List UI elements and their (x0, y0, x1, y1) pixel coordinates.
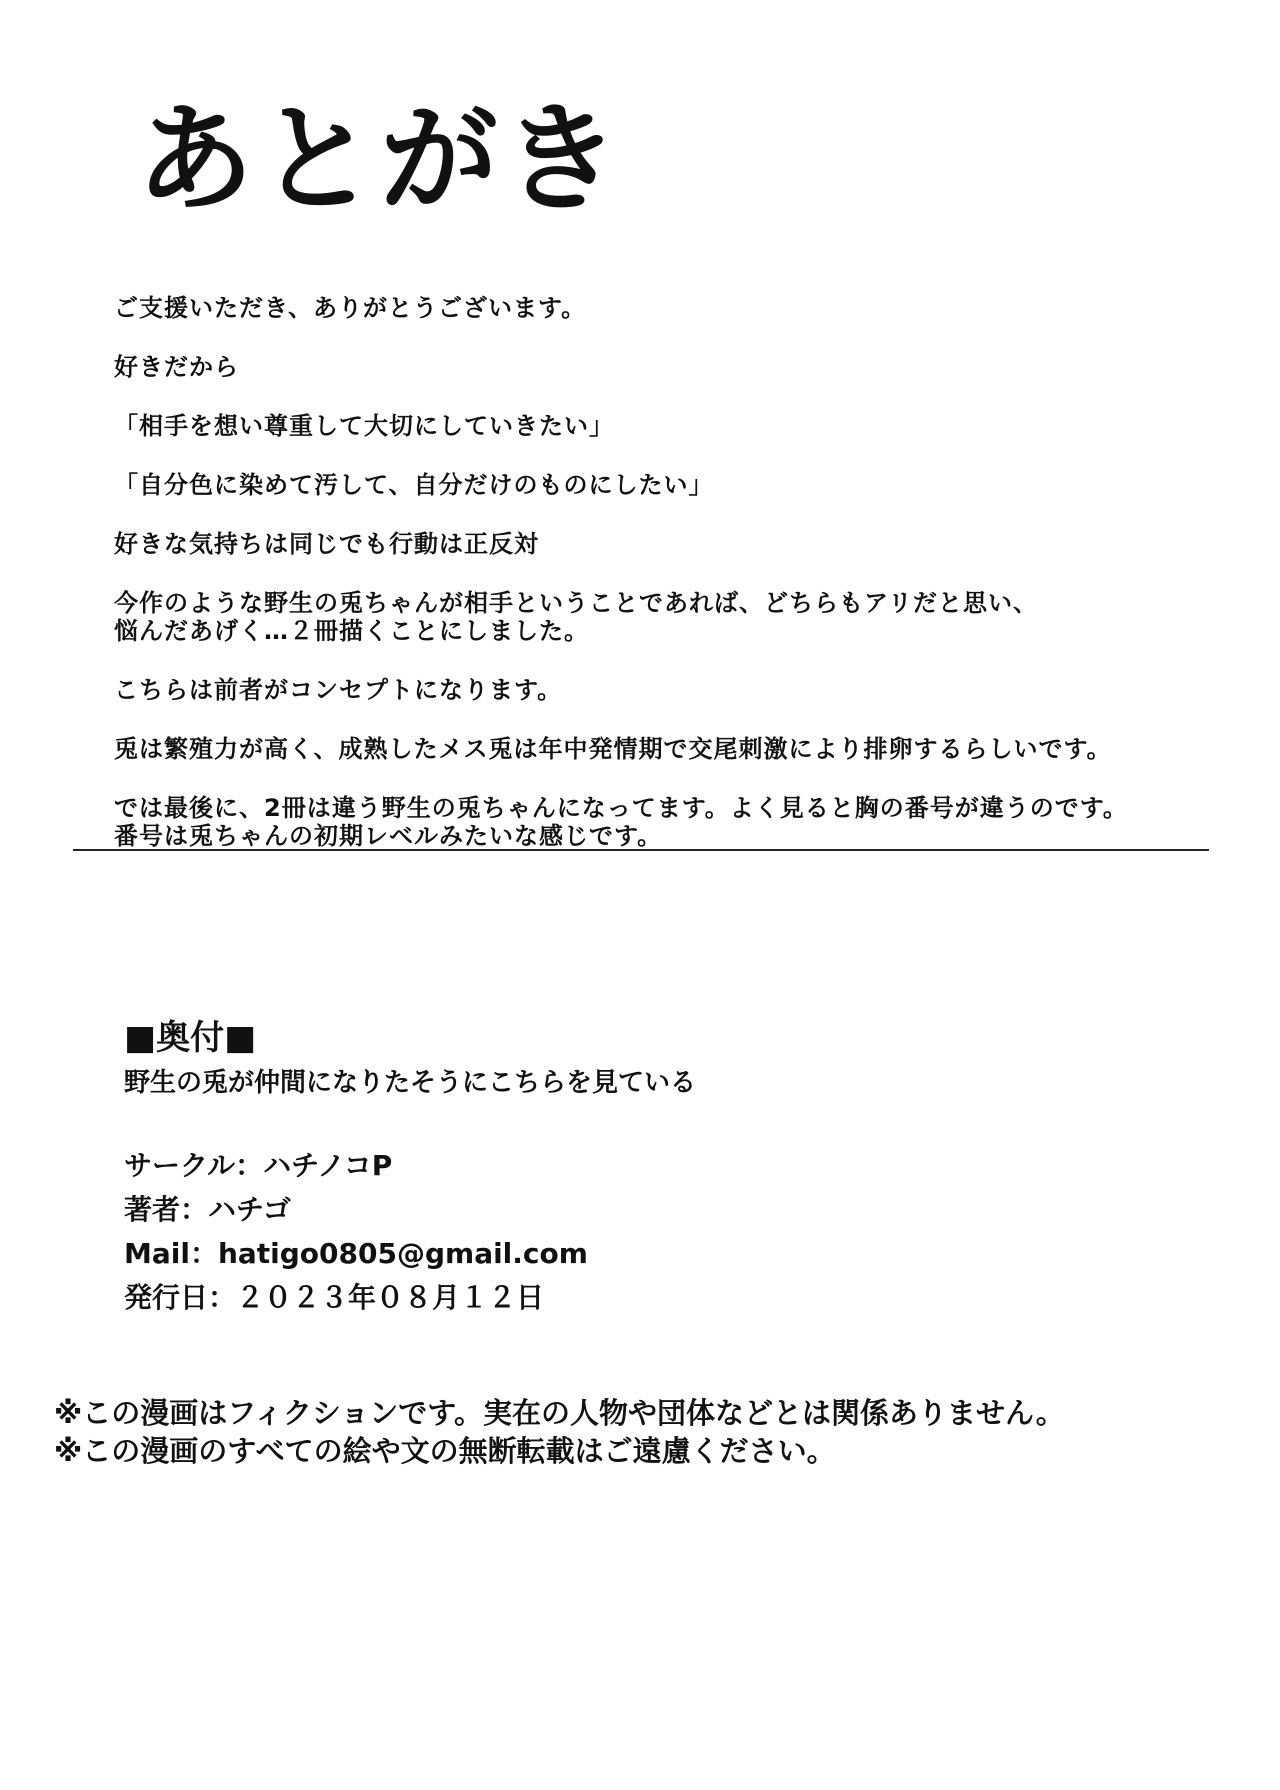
mail-credit: Mail：hatigo0805@gmail.com (124, 1237, 588, 1270)
afterword-paragraph (114, 412, 1234, 440)
afterword-line: ご支援いただき、ありがとうございます。 (114, 294, 587, 322)
afterword-paragraph (114, 735, 1234, 763)
author-credit: 著者：ハチゴ (124, 1193, 291, 1226)
afterword-line: 番号は兎ちゃんの初期レベルみたいな感じです。 (114, 822, 663, 850)
afterword-paragraph (114, 676, 1234, 704)
afterword-line: 兎は繁殖力が高く、成熟したメス兎は年中発情期で交尾刺激により排卵するらしいです。 (114, 735, 1112, 763)
afterword-paragraph (114, 530, 1234, 558)
afterword-line: 「自分色に染めて汚して、自分だけのものにしたい」 (114, 471, 714, 499)
afterword-line: 好きな気持ちは同じでも行動は正反対 (114, 530, 539, 558)
afterword-paragraph (114, 589, 1234, 645)
afterword-line: 今作のような野生の兎ちゃんが相手ということであれば、どちらもアリだと思い、 (114, 589, 1039, 617)
colophon-heading: ■奥付■ (124, 1018, 257, 1058)
disclaimer-notes (54, 1394, 1264, 1470)
afterword-body (114, 294, 1234, 881)
page-title: あとがき (136, 90, 625, 228)
section-divider (73, 849, 1209, 851)
afterword-line: 「相手を想い尊重して大切にしていきたい」 (114, 412, 614, 440)
publish-date: 発行日：２０２３年０８月１２日 (124, 1281, 545, 1314)
afterword-line: では最後に、2冊は違う野生の兎ちゃんになってます。よく見ると胸の番号が違うのです。 (114, 794, 1128, 822)
afterword-line: 好きだから (114, 353, 239, 381)
afterword-paragraph (114, 471, 1234, 499)
afterword-paragraph (114, 794, 1234, 850)
colophon-credits (124, 1144, 1124, 1320)
fiction-disclaimer: ※この漫画はフィクションです。実在の人物や団体などとは関係ありません。 (54, 1396, 1065, 1430)
circle-credit: サークル：ハチノコP (124, 1149, 393, 1182)
afterword-paragraph (114, 353, 1234, 381)
colophon (124, 1016, 1124, 1320)
afterword-line: こちらは前者がコンセプトになります。 (114, 676, 563, 704)
reprint-disclaimer: ※この漫画のすべての絵や文の無断転載はご遠慮ください。 (54, 1434, 836, 1468)
afterword-paragraph (114, 294, 1234, 322)
book-title: 野生の兎が仲間になりたそうにこちらを見ている (124, 1068, 697, 1098)
afterword-line: 悩んだあげく…２冊描くことにしました。 (114, 617, 589, 645)
